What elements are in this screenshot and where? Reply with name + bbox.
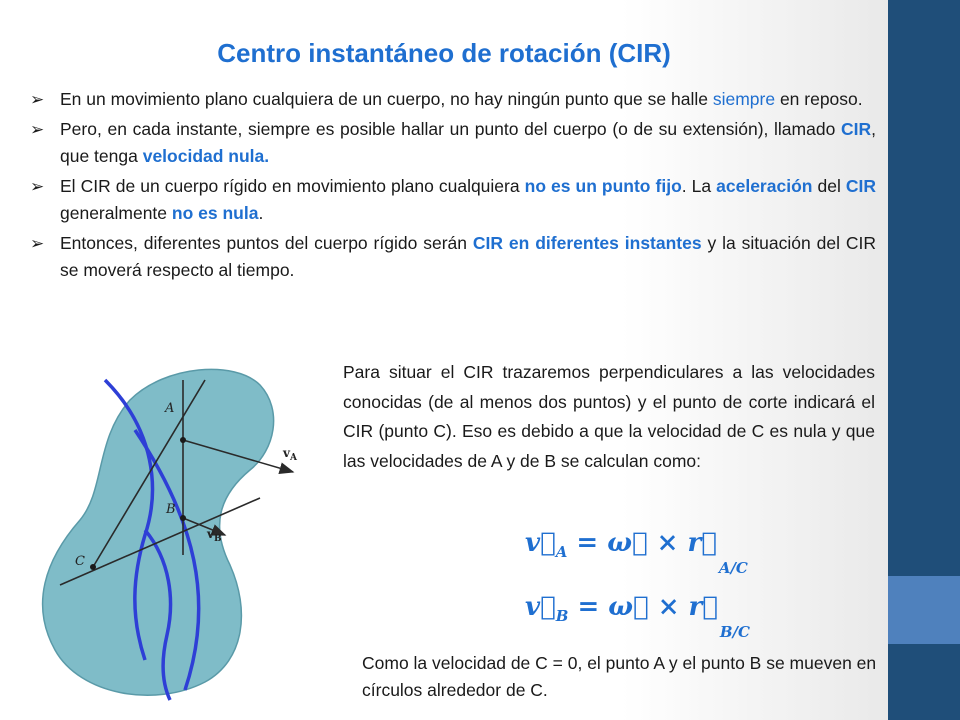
omega-symbol: ω⃗	[607, 528, 648, 558]
vector-v-symbol: v⃗	[525, 528, 556, 558]
bullet-arrow-icon: ➢	[30, 234, 45, 253]
bullet-arrow-icon: ➢	[30, 90, 45, 109]
bullet-text-segment: En un movimiento plano cualquiera de un cuerpo, no hay ningún punto que se halle	[60, 89, 713, 109]
bullet-text-segment: El CIR de un cuerpo rígido en movimiento plano cualquiera	[60, 176, 525, 196]
bullet-arrow-icon: ➢	[30, 177, 45, 196]
bullet-item	[30, 173, 876, 227]
bullet-item	[30, 86, 876, 113]
bullet-text-segment: Pero, en cada instante, siempre es posible hallar un punto del cuerpo (o de su extensión), llamado	[60, 119, 841, 139]
omega-symbol: ω⃗	[608, 592, 649, 622]
subscript: A	[555, 543, 568, 561]
label-c: C	[75, 554, 85, 569]
label-vb-sub: B	[213, 534, 222, 544]
bullet-text-segment: en reposo.	[775, 89, 863, 109]
bullet-text-segment: aceleración	[716, 176, 813, 196]
equals-sign: =	[568, 592, 609, 622]
bullet-text-segment: CIR en diferentes instantes	[472, 233, 702, 253]
label-va-main: v	[283, 446, 290, 460]
label-a: A	[165, 401, 175, 416]
vector-v-symbol: v⃗	[525, 592, 556, 622]
rigid-body-figure	[35, 360, 325, 712]
label-va-sub: A	[289, 453, 297, 463]
bullet-text-segment: , que tenga	[60, 119, 876, 166]
point-b-dot	[180, 515, 186, 521]
formula-velocity-b	[525, 592, 750, 641]
bullet-text-segment: CIR	[840, 119, 872, 139]
label-b: B	[166, 502, 176, 517]
bullet-list	[30, 86, 876, 287]
label-va	[282, 446, 298, 463]
bullet-text-segment: .	[258, 203, 264, 223]
bullet-text-segment: no es un punto fijo	[524, 176, 682, 196]
bullet-item	[30, 116, 876, 170]
conclusion-text: Como la velocidad de C = 0, el punto A y el punto B se mueven en círculos alrededor de C.	[362, 653, 877, 700]
bullet-text-segment: velocidad nula.	[142, 146, 270, 166]
formula-velocity-a	[525, 528, 748, 577]
side-bar-accent	[888, 576, 960, 644]
bullet-text-segment: y la situación del CIR se moverá respecto al tiempo.	[60, 233, 876, 280]
rigid-body-shape	[43, 369, 274, 695]
bullet-text-segment: del	[812, 176, 846, 196]
subscript: B	[555, 607, 569, 625]
bullet-text-segment: CIR	[845, 176, 876, 196]
bullet-text-segment: generalmente	[60, 203, 172, 223]
label-vb-main: v	[207, 527, 214, 541]
explanation-paragraph: Para situar el CIR trazaremos perpendiculares a las velocidades conocidas (de al menos dos puntos) y el punto de corte indicará el CIR (punto C). Eso es debido a que la velocidad de C es nula y que las velocidades de A y de B se calculan como:	[343, 362, 875, 471]
bullet-text-segment: siempre	[712, 89, 776, 109]
equals-sign: =	[567, 528, 608, 558]
cross-sign: ×	[648, 592, 689, 622]
bullet-text-segment: . La	[681, 176, 717, 196]
bullet-text-segment: no es nula	[171, 203, 259, 223]
vector-r-symbol: r⃗	[687, 528, 717, 558]
point-a-dot	[180, 437, 186, 443]
cross-sign: ×	[647, 528, 688, 558]
bullet-item	[30, 230, 876, 284]
bullet-arrow-icon: ➢	[30, 120, 45, 139]
bullet-text-segment: Entonces, diferentes puntos del cuerpo rígido serán	[60, 233, 473, 253]
vector-r-symbol: r⃗	[688, 592, 718, 622]
subscript: B/C	[719, 623, 750, 641]
subscript: A/C	[718, 559, 748, 577]
slide-title: Centro instantáneo de rotación (CIR)	[217, 38, 671, 68]
point-c-dot	[90, 564, 96, 570]
